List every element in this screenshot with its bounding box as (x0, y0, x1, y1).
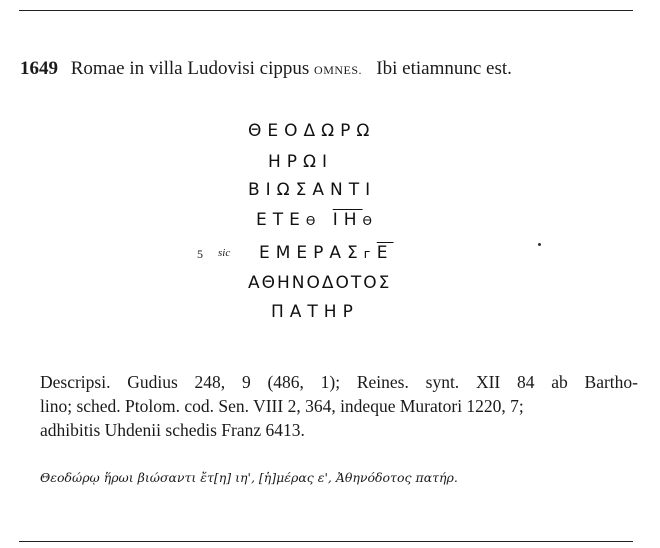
line5-part-c: $\overline{E}$ (376, 243, 394, 263)
inscription-line-6: ΑΘΗΝΟΔΟΤΟΣ (248, 273, 392, 293)
inscription-line-7: ΠΑΤΗΡ (271, 302, 359, 322)
inscription-number: 1649 (20, 58, 58, 79)
heading-location: Romae in villa Ludovisi cippus (70, 58, 310, 79)
inscription-line-1: ΘΕΟΔΩΡΩ (248, 121, 376, 141)
inscription-line-2: ΗΡΩΙ (268, 152, 334, 172)
description-line-3: adhibitis Uhdenii schedis Franz 6413. (40, 420, 305, 440)
line4-part-d: ϴ (362, 214, 378, 228)
heading-source: OMNES. (314, 63, 363, 77)
inscription-line-5 (259, 243, 394, 263)
margin-sic-note: sic (218, 247, 231, 259)
line4-part-b: ϴ (305, 214, 322, 228)
line4-part-c: $\overline{IH}$ (332, 210, 363, 230)
margin-line-number: 5 (197, 247, 203, 261)
stray-dot (538, 243, 541, 246)
inscription-heading (20, 58, 640, 80)
description-paragraph (40, 370, 640, 442)
heading-note: Ibi etiamnunc est. (376, 58, 512, 79)
bottom-rule (19, 541, 633, 542)
line4-part-a: ΕΤΕ (256, 210, 306, 230)
inscription-line-4 (256, 210, 378, 230)
top-rule (19, 10, 633, 11)
description-line-2: lino; sched. Ptolom. cod. Sen. VIII 2, 364, indeque Muratori 1220, 7; (40, 396, 524, 416)
line5-part-b: ᴦ (363, 247, 377, 261)
inscription-line-3: ΒΙΩΣΑΝΤΙ (248, 180, 377, 200)
description-line-1: Descripsi. Gudius 248, 9 (486, 1); Reines. synt. XII 84 ab Bartho- (40, 372, 638, 392)
greek-transliteration: Θεοδώρῳ ἥρωι βιώσαντι ἔτ[η] ιη', [ἡ]μέρας ε', Ἀθηνόδοτος πατήρ. (40, 470, 458, 485)
line5-part-a: ΕΜΕΡΑΣ (259, 243, 364, 263)
